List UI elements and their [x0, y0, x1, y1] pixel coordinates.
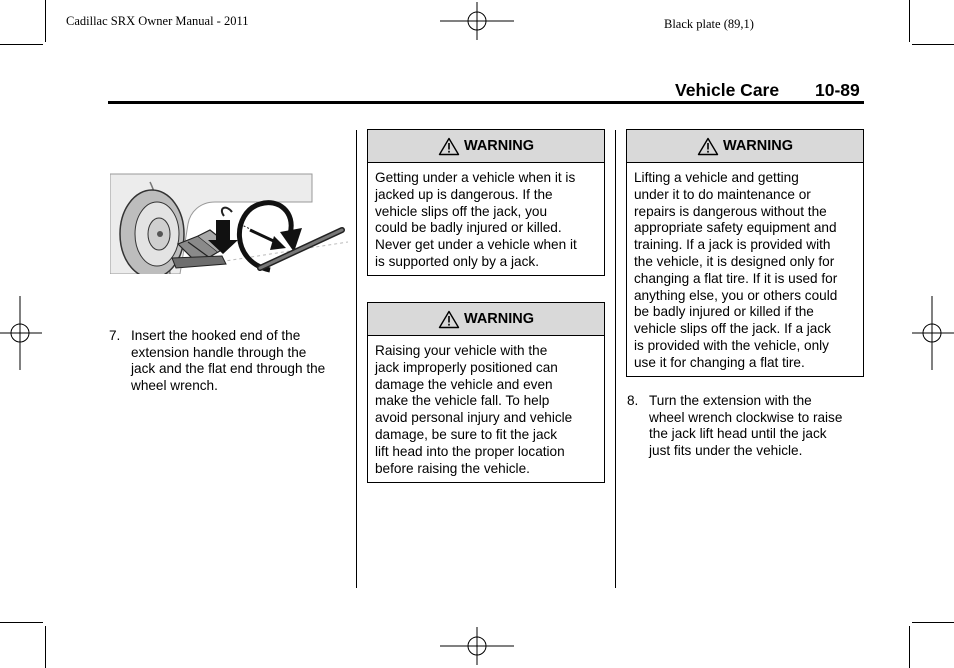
warning-line: avoid personal injury and vehicle [375, 410, 573, 426]
warning-line: Lifting a vehicle and getting [634, 170, 799, 185]
step-line: Insert the hooked end of the [131, 328, 301, 343]
step-text [131, 328, 325, 394]
warning-title: WARNING [722, 138, 794, 154]
warning-line: before raising the vehicle. [375, 460, 530, 476]
warning-line: use it for changing a flat tire. [634, 354, 805, 370]
warning-triangle-icon [697, 137, 719, 156]
warning-line: be badly injured or killed if the [634, 304, 814, 320]
step-line: jack and the flat end through the [131, 361, 326, 377]
step-8 [627, 393, 867, 463]
crop-mark [0, 44, 43, 45]
step-number: 7. [109, 328, 121, 343]
registration-mark-top [440, 2, 514, 40]
warning-header [368, 303, 604, 336]
warning-line: changing a flat tire. If it is used for [634, 270, 838, 286]
warning-body [368, 163, 604, 271]
warning-line: lift head into the proper location [375, 443, 565, 459]
crop-mark [912, 44, 954, 45]
warning-line: could be badly injured or killed. [375, 220, 562, 236]
section-title: Vehicle Care [675, 80, 780, 100]
warning-triangle-icon [438, 310, 460, 329]
warning-line: Raising your vehicle with the [375, 343, 548, 358]
warning-line: jacked up is dangerous. If the [375, 186, 553, 202]
warning-line: the vehicle, it is designed only for [634, 253, 835, 269]
warning-line: damage the vehicle and even [375, 376, 553, 392]
warning-line: appropriate safety equipment and [634, 220, 837, 236]
warning-triangle-icon [438, 137, 460, 156]
printer-slug-left: Cadillac SRX Owner Manual - 2011 [66, 14, 249, 28]
warning-line: is supported only by a jack. [375, 253, 539, 269]
crop-mark [0, 622, 43, 623]
warning-line: vehicle slips off the jack. If a jack [634, 321, 831, 337]
crop-mark [909, 626, 910, 668]
warning-line: make the vehicle fall. To help [375, 393, 550, 409]
registration-mark-bottom [440, 627, 514, 665]
warning-header [627, 130, 863, 163]
warning-body [627, 163, 863, 372]
warning-line: training. If a jack is provided with [634, 237, 831, 253]
warning-title: WARNING [463, 311, 535, 327]
crop-mark [912, 622, 954, 623]
jack-wrench-illustration [110, 172, 348, 274]
step-line: wheel wrench clockwise to raise [649, 409, 843, 425]
warning-line: is provided with the vehicle, only [634, 337, 829, 353]
crop-mark [909, 0, 910, 42]
warning-body [368, 336, 604, 477]
warning-box [367, 302, 605, 483]
step-number: 8. [627, 393, 639, 408]
column-divider [615, 130, 616, 588]
step-line: the jack lift head until the jack [649, 426, 827, 442]
page-number: 10-89 [815, 80, 860, 100]
warning-line: anything else, you or others could [634, 287, 838, 303]
warning-line: Getting under a vehicle when it is [375, 170, 576, 185]
header-rule [108, 101, 864, 104]
crop-mark [45, 0, 46, 42]
crop-mark [45, 626, 46, 668]
step-text [649, 393, 842, 459]
warning-title: WARNING [463, 138, 535, 154]
warning-line: jack improperly positioned can [375, 359, 558, 375]
warning-box [626, 129, 864, 377]
step-line: Turn the extension with the [649, 393, 812, 408]
registration-mark-left [0, 296, 42, 370]
warning-box [367, 129, 605, 276]
step-line: extension handle through the [131, 344, 307, 360]
warning-line: damage, be sure to fit the jack [375, 426, 558, 442]
warning-line: repairs is dangerous without the [634, 203, 827, 219]
column-divider [356, 130, 357, 588]
step-line: just fits under the vehicle. [649, 442, 803, 458]
warning-header [368, 130, 604, 163]
warning-line: Never get under a vehicle when it [375, 237, 577, 253]
registration-mark-right [912, 296, 954, 370]
warning-line: vehicle slips off the jack, you [375, 203, 548, 219]
warning-line: under it to do maintenance or [634, 186, 811, 202]
step-7 [109, 328, 349, 398]
printer-slug-right: Black plate (89,1) [664, 17, 754, 31]
step-line: wheel wrench. [131, 377, 218, 393]
